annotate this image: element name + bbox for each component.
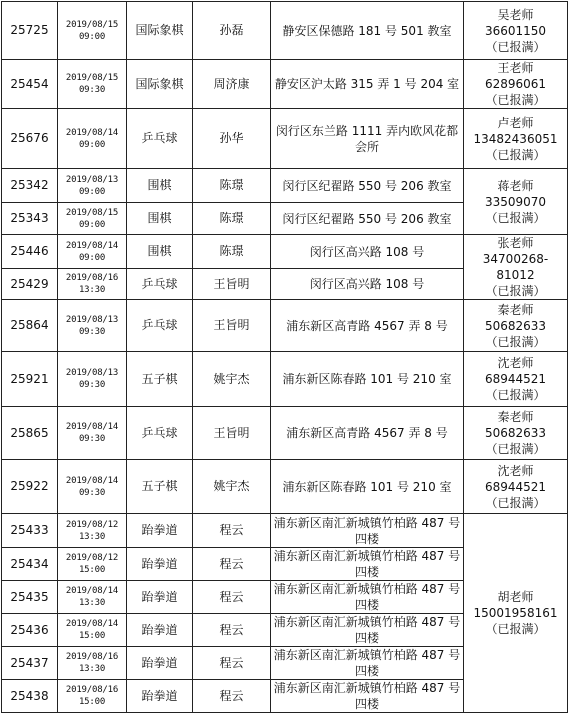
course-id: 25437: [2, 647, 58, 680]
course-time: 15:00: [78, 631, 106, 641]
course-address: 浦东新区陈春路 101 号 210 室: [271, 460, 464, 514]
contact-phone: 15001958161: [473, 606, 558, 620]
table-row: [2, 352, 568, 407]
course-subject: 五子棋: [127, 460, 193, 514]
course-datetime: [58, 2, 127, 60]
table-row: [2, 300, 568, 352]
course-time: 09:00: [78, 252, 106, 263]
table-row: [2, 514, 568, 548]
course-subject: 跆拳道: [127, 647, 193, 680]
contact-cell: [464, 407, 568, 460]
contact-name: 胡老师: [497, 590, 534, 604]
course-teacher: 陈璟: [193, 235, 271, 269]
course-datetime: [58, 109, 127, 169]
course-subject: 围棋: [127, 169, 193, 203]
course-time: 13:30: [78, 664, 106, 674]
course-teacher: 程云: [193, 514, 271, 548]
course-date: 2019/08/14: [65, 422, 119, 432]
contact-name: 卢老师: [497, 115, 534, 130]
course-subject: 围棋: [127, 203, 193, 235]
course-date: 2019/08/13: [65, 174, 119, 185]
course-id: 25921: [2, 352, 58, 407]
course-address: 闵行区高兴路 108 号: [271, 235, 464, 269]
contact-status: （已报满）: [485, 284, 546, 298]
course-teacher: 姚宇杰: [193, 460, 271, 514]
course-time: 15:00: [78, 565, 106, 575]
course-teacher: 程云: [193, 614, 271, 647]
contact-name: 王老师: [497, 61, 534, 75]
course-subject: 跆拳道: [127, 514, 193, 548]
course-subject: 乒乓球: [127, 300, 193, 352]
contact-name: 蒋老师: [497, 178, 534, 193]
course-time: 09:00: [78, 31, 106, 42]
contact-name: 沈老师: [497, 356, 534, 370]
course-subject: 跆拳道: [127, 614, 193, 647]
course-datetime: [58, 169, 127, 203]
course-teacher: 王旨明: [193, 269, 271, 300]
course-date: 2019/08/16: [65, 273, 119, 283]
table-row: [2, 407, 568, 460]
course-date: 2019/08/13: [65, 314, 119, 325]
course-datetime: [58, 581, 127, 614]
table-row: [2, 169, 568, 203]
course-subject: 乒乓球: [127, 269, 193, 300]
course-date: 2019/08/14: [65, 619, 119, 629]
contact-name: 秦老师: [497, 410, 534, 424]
contact-cell: [464, 300, 568, 352]
course-address: 闵行区高兴路 108 号: [271, 269, 464, 300]
course-id: 25446: [2, 235, 58, 269]
course-address: 浦东新区南汇新城镇竹柏路 487 号四楼: [271, 614, 464, 647]
contact-phone: 50682633: [484, 426, 547, 440]
course-teacher: 陈璟: [193, 203, 271, 235]
contact-cell: [464, 352, 568, 407]
course-id: 25342: [2, 169, 58, 203]
course-teacher: 孙磊: [193, 2, 271, 60]
course-teacher: 陈璟: [193, 169, 271, 203]
course-datetime: [58, 548, 127, 581]
contact-cell: [464, 60, 568, 109]
course-time: 09:30: [78, 380, 106, 390]
contact-cell: [464, 109, 568, 169]
course-address: 浦东新区南汇新城镇竹柏路 487 号四楼: [271, 514, 464, 548]
contact-phone: 68944521: [484, 479, 547, 494]
course-address: 浦东新区南汇新城镇竹柏路 487 号四楼: [271, 680, 464, 713]
contact-status: （已报满）: [485, 495, 546, 510]
course-date: 2019/08/13: [65, 368, 119, 378]
course-date: 2019/08/15: [65, 207, 119, 218]
course-address: 浦东新区南汇新城镇竹柏路 487 号四楼: [271, 581, 464, 614]
course-id: 25922: [2, 460, 58, 514]
course-id: 25454: [2, 60, 58, 109]
contact-status: （已报满）: [485, 442, 546, 456]
contact-cell: [464, 514, 568, 713]
course-date: 2019/08/16: [65, 652, 119, 662]
course-address: 闵行区纪翟路 550 号 206 教室: [271, 203, 464, 235]
course-date: 2019/08/12: [65, 519, 119, 530]
course-datetime: [58, 614, 127, 647]
course-address: 静安区保德路 181 号 501 教室: [271, 2, 464, 60]
course-address: 浦东新区高青路 4567 弄 8 号: [271, 407, 464, 460]
course-date: 2019/08/12: [65, 553, 119, 563]
course-teacher: 程云: [193, 680, 271, 713]
course-time: 09:00: [78, 139, 106, 150]
course-date: 2019/08/16: [65, 685, 119, 695]
contact-cell: [464, 235, 568, 300]
course-datetime: [58, 269, 127, 300]
course-datetime: [58, 235, 127, 269]
course-id: 25429: [2, 269, 58, 300]
contact-status: （已报满）: [485, 334, 546, 349]
course-teacher: 王旨明: [193, 300, 271, 352]
course-id: 25436: [2, 614, 58, 647]
course-date: 2019/08/14: [65, 475, 119, 486]
course-id: 25865: [2, 407, 58, 460]
contact-name: 沈老师: [497, 463, 534, 478]
table-row: [2, 60, 568, 109]
course-teacher: 王旨明: [193, 407, 271, 460]
contact-status: （已报满）: [485, 147, 546, 162]
contact-phone: 34700268-81012: [482, 252, 549, 282]
contact-phone: 33509070: [484, 194, 547, 209]
course-time: 09:30: [78, 434, 106, 444]
course-subject: 跆拳道: [127, 548, 193, 581]
course-datetime: [58, 514, 127, 548]
course-time: 13:30: [78, 598, 106, 608]
contact-cell: [464, 460, 568, 514]
course-id: 25725: [2, 2, 58, 60]
course-address: 浦东新区陈春路 101 号 210 室: [271, 352, 464, 407]
course-date: 2019/08/15: [65, 19, 119, 30]
course-datetime: [58, 407, 127, 460]
course-time: 09:30: [78, 326, 106, 337]
course-teacher: 孙华: [193, 109, 271, 169]
contact-phone: 68944521: [484, 372, 547, 386]
table-row: [2, 460, 568, 514]
course-subject: 跆拳道: [127, 581, 193, 614]
course-schedule-table: [1, 1, 568, 713]
course-subject: 跆拳道: [127, 680, 193, 713]
course-address: 闵行区东兰路 1111 弄内欧风花都会所: [271, 109, 464, 169]
course-subject: 乒乓球: [127, 407, 193, 460]
course-id: 25676: [2, 109, 58, 169]
course-id: 25435: [2, 581, 58, 614]
course-teacher: 程云: [193, 581, 271, 614]
table-row: [2, 235, 568, 269]
course-subject: 围棋: [127, 235, 193, 269]
course-address: 闵行区纪翟路 550 号 206 教室: [271, 169, 464, 203]
contact-status: （已报满）: [485, 39, 546, 54]
course-id: 25438: [2, 680, 58, 713]
contact-name: 秦老师: [497, 302, 534, 317]
contact-status: （已报满）: [485, 93, 546, 107]
course-time: 15:00: [78, 697, 106, 707]
course-date: 2019/08/14: [65, 586, 119, 596]
course-teacher: 程云: [193, 548, 271, 581]
course-id: 25433: [2, 514, 58, 548]
course-time: 13:30: [78, 531, 106, 542]
course-id: 25343: [2, 203, 58, 235]
course-date: 2019/08/14: [65, 127, 119, 138]
course-id: 25864: [2, 300, 58, 352]
course-datetime: [58, 60, 127, 109]
contact-cell: [464, 169, 568, 235]
course-time: 09:30: [78, 487, 106, 498]
course-datetime: [58, 460, 127, 514]
contact-phone: 62896061: [484, 77, 547, 91]
contact-name: 吴老师: [497, 7, 534, 22]
course-date: 2019/08/14: [65, 240, 119, 251]
contact-phone: 13482436051: [473, 131, 558, 146]
course-address: 浦东新区南汇新城镇竹柏路 487 号四楼: [271, 548, 464, 581]
table-row: [2, 109, 568, 169]
contact-status: （已报满）: [485, 210, 546, 225]
course-subject: 乒乓球: [127, 109, 193, 169]
course-datetime: [58, 300, 127, 352]
course-id: 25434: [2, 548, 58, 581]
course-teacher: 周济康: [193, 60, 271, 109]
course-time: 09:00: [78, 186, 106, 197]
contact-status: （已报满）: [485, 388, 546, 402]
contact-phone: 50682633: [484, 318, 547, 333]
course-subject: 国际象棋: [127, 60, 193, 109]
contact-name: 张老师: [497, 236, 534, 250]
course-date: 2019/08/15: [65, 73, 119, 83]
contact-cell: [464, 2, 568, 60]
contact-phone: 36601150: [484, 23, 547, 38]
course-subject: 五子棋: [127, 352, 193, 407]
course-datetime: [58, 680, 127, 713]
course-teacher: 程云: [193, 647, 271, 680]
course-address: 静安区沪太路 315 弄 1 号 204 室: [271, 60, 464, 109]
course-datetime: [58, 647, 127, 680]
table-row: [2, 2, 568, 60]
course-time: 09:30: [78, 85, 106, 95]
course-datetime: [58, 352, 127, 407]
course-address: 浦东新区高青路 4567 弄 8 号: [271, 300, 464, 352]
course-subject: 国际象棋: [127, 2, 193, 60]
course-time: 09:00: [78, 219, 106, 230]
course-address: 浦东新区南汇新城镇竹柏路 487 号四楼: [271, 647, 464, 680]
contact-status: （已报满）: [485, 622, 546, 636]
course-datetime: [58, 203, 127, 235]
course-time: 13:30: [78, 285, 106, 295]
course-teacher: 姚宇杰: [193, 352, 271, 407]
